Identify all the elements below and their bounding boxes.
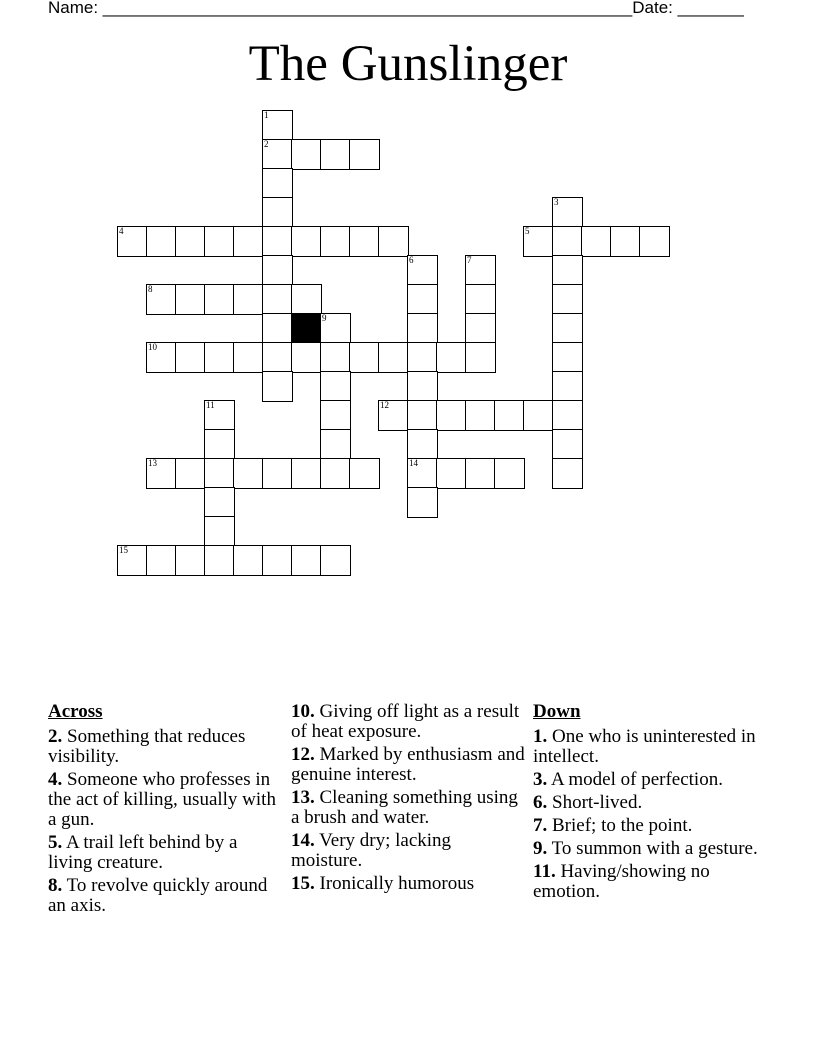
grid-cell[interactable]	[262, 313, 293, 344]
clue-number: 11	[206, 400, 215, 410]
grid-cell[interactable]	[320, 371, 351, 402]
grid-cell[interactable]	[320, 429, 351, 460]
grid-cell[interactable]	[581, 226, 612, 257]
grid-cell[interactable]	[465, 342, 496, 373]
grid-cell[interactable]	[349, 226, 380, 257]
grid-cell[interactable]	[552, 255, 583, 286]
clue-item	[48, 876, 283, 916]
grid-cell[interactable]	[291, 226, 322, 257]
clue-number: 1.	[533, 726, 548, 747]
grid-cell[interactable]	[233, 342, 264, 373]
grid-cell[interactable]	[465, 284, 496, 315]
grid-cell[interactable]	[262, 226, 293, 257]
clue-item	[533, 727, 768, 767]
clue-number: 13.	[291, 787, 315, 808]
grid-cell[interactable]	[291, 545, 322, 576]
grid-cell[interactable]	[465, 255, 496, 286]
clue-number: 3	[554, 197, 559, 207]
grid-cell[interactable]	[349, 139, 380, 170]
grid-cell[interactable]	[320, 458, 351, 489]
grid-cell[interactable]	[262, 371, 293, 402]
grid-cell[interactable]	[262, 110, 293, 141]
clue-text: Marked by enthusiasm and genuine interest.	[291, 744, 525, 785]
grid-cell[interactable]	[349, 458, 380, 489]
grid-cell[interactable]	[552, 197, 583, 228]
grid-cell[interactable]	[262, 255, 293, 286]
grid-cell[interactable]	[407, 371, 438, 402]
grid-cell[interactable]	[204, 284, 235, 315]
grid-cell[interactable]	[552, 429, 583, 460]
clue-number: 5	[525, 226, 530, 236]
clue-number: 7.	[533, 815, 548, 836]
grid-cell[interactable]	[291, 139, 322, 170]
grid-cell[interactable]	[262, 342, 293, 373]
grid-cell[interactable]	[204, 545, 235, 576]
name-field[interactable]: Name: ________________________________________________________	[48, 0, 633, 17]
clue-number: 8.	[48, 875, 63, 896]
grid-cell[interactable]	[117, 545, 148, 576]
clue-number: 14.	[291, 830, 315, 851]
clue-number: 10	[148, 342, 157, 352]
clue-number: 11.	[533, 861, 556, 882]
grid-cell[interactable]	[320, 226, 351, 257]
grid-cell[interactable]	[146, 226, 177, 257]
clue-item	[291, 831, 526, 871]
grid-cell[interactable]	[523, 400, 554, 431]
grid-cell[interactable]	[320, 342, 351, 373]
grid-cell[interactable]	[262, 284, 293, 315]
grid-cell[interactable]	[465, 313, 496, 344]
grid-cell[interactable]	[407, 400, 438, 431]
grid-cell[interactable]	[204, 487, 235, 518]
grid-cell[interactable]	[291, 458, 322, 489]
grid-cell[interactable]	[320, 313, 351, 344]
grid-cell[interactable]	[146, 342, 177, 373]
grid-cell[interactable]	[204, 516, 235, 547]
down-heading: Down	[533, 701, 581, 722]
clue-text: A trail left behind by a living creature.	[48, 832, 238, 873]
clue-number: 12.	[291, 744, 315, 765]
grid-cell[interactable]	[175, 226, 206, 257]
clue-text: To revolve quickly around an axis.	[48, 875, 268, 916]
grid-cell[interactable]	[175, 458, 206, 489]
grid-cell[interactable]	[407, 342, 438, 373]
clue-number: 12	[380, 400, 389, 410]
grid-cell[interactable]	[378, 226, 409, 257]
grid-cell[interactable]	[465, 458, 496, 489]
grid-block	[291, 313, 322, 344]
grid-cell[interactable]	[494, 458, 525, 489]
puzzle-title: The Gunslinger	[248, 36, 568, 92]
clue-text: Someone who professes in the act of killing, usually with a gun.	[48, 769, 276, 830]
grid-cell[interactable]	[639, 226, 670, 257]
clue-number: 4.	[48, 769, 63, 790]
grid-cell[interactable]	[378, 342, 409, 373]
clue-text: Very dry; lacking moisture.	[291, 830, 452, 871]
clue-number: 4	[119, 226, 124, 236]
clue-column-2	[291, 702, 526, 897]
grid-cell[interactable]	[262, 458, 293, 489]
grid-cell[interactable]	[146, 458, 177, 489]
clue-item	[48, 833, 283, 873]
grid-cell[interactable]	[407, 487, 438, 518]
clue-text: Giving off light as a result of heat exposure.	[291, 701, 520, 742]
clue-number: 6	[409, 255, 414, 265]
clue-number: 14	[409, 458, 418, 468]
grid-cell[interactable]	[610, 226, 641, 257]
clue-text: Short-lived.	[547, 792, 643, 813]
grid-cell[interactable]	[175, 284, 206, 315]
clue-item	[291, 874, 526, 894]
grid-cell[interactable]	[407, 429, 438, 460]
grid-cell[interactable]	[407, 255, 438, 286]
clue-number: 9	[322, 313, 327, 323]
grid-cell[interactable]	[320, 545, 351, 576]
grid-cell[interactable]	[494, 400, 525, 431]
grid-cell[interactable]	[349, 342, 380, 373]
clue-number: 13	[148, 458, 157, 468]
across-heading: Across	[48, 701, 103, 722]
grid-cell[interactable]	[407, 458, 438, 489]
clue-text: A model of perfection.	[547, 769, 723, 790]
grid-cell[interactable]	[204, 429, 235, 460]
grid-cell[interactable]	[436, 342, 467, 373]
clue-number: 7	[467, 255, 472, 265]
grid-cell[interactable]	[291, 284, 322, 315]
grid-cell[interactable]	[117, 226, 148, 257]
grid-cell[interactable]	[552, 313, 583, 344]
grid-cell[interactable]	[407, 284, 438, 315]
clue-text: Cleaning something using a brush and water.	[291, 787, 518, 828]
grid-cell[interactable]	[262, 168, 293, 199]
clue-item	[291, 745, 526, 785]
grid-cell[interactable]	[320, 400, 351, 431]
date-field[interactable]: Date: _______	[632, 0, 744, 17]
clue-item	[291, 702, 526, 742]
grid-cell[interactable]	[552, 284, 583, 315]
clue-column-1	[48, 702, 283, 919]
clue-number: 2	[264, 139, 269, 149]
clue-item	[291, 788, 526, 828]
clue-number: 5.	[48, 832, 63, 853]
clue-text: Something that reduces visibility.	[48, 726, 246, 767]
clue-text: Having/showing no emotion.	[533, 861, 710, 902]
grid-cell[interactable]	[204, 226, 235, 257]
grid-cell[interactable]	[262, 545, 293, 576]
clue-item	[533, 839, 768, 859]
clue-number: 10.	[291, 701, 315, 722]
clue-text: To summon with a gesture.	[547, 838, 758, 859]
clue-item	[533, 862, 768, 902]
grid-cell[interactable]	[204, 458, 235, 489]
clue-number: 1	[264, 110, 269, 120]
grid-cell[interactable]	[175, 342, 206, 373]
clue-item	[533, 793, 768, 813]
grid-cell[interactable]	[552, 226, 583, 257]
grid-cell[interactable]	[552, 400, 583, 431]
grid-cell[interactable]	[262, 197, 293, 228]
clue-text: Brief; to the point.	[547, 815, 693, 836]
clue-number: 2.	[48, 726, 63, 747]
grid-cell[interactable]	[146, 284, 177, 315]
grid-cell[interactable]	[291, 342, 322, 373]
clue-text: One who is uninterested in intellect.	[533, 726, 756, 767]
grid-cell[interactable]	[204, 400, 235, 431]
grid-cell[interactable]	[233, 545, 264, 576]
grid-cell[interactable]	[233, 226, 264, 257]
grid-cell[interactable]	[320, 139, 351, 170]
grid-cell[interactable]	[552, 458, 583, 489]
grid-cell[interactable]	[262, 139, 293, 170]
grid-cell[interactable]	[378, 400, 409, 431]
grid-cell[interactable]	[407, 313, 438, 344]
clue-number: 3.	[533, 769, 548, 790]
grid-cell[interactable]	[146, 545, 177, 576]
clue-number: 8	[148, 284, 153, 294]
clue-item	[533, 770, 768, 790]
grid-cell[interactable]	[436, 458, 467, 489]
clue-number: 6.	[533, 792, 548, 813]
clue-number: 15	[119, 545, 128, 555]
clue-text: Ironically humorous	[314, 873, 475, 894]
grid-cell[interactable]	[233, 458, 264, 489]
grid-cell[interactable]	[204, 342, 235, 373]
grid-cell[interactable]	[552, 342, 583, 373]
grid-cell[interactable]	[465, 400, 496, 431]
clue-number: 9.	[533, 838, 548, 859]
grid-cell[interactable]	[436, 400, 467, 431]
clue-item	[48, 770, 283, 830]
clue-item	[48, 727, 283, 767]
clue-number: 15.	[291, 873, 315, 894]
grid-cell[interactable]	[523, 226, 554, 257]
grid-cell[interactable]	[175, 545, 206, 576]
grid-cell[interactable]	[552, 371, 583, 402]
grid-cell[interactable]	[233, 284, 264, 315]
clue-column-3	[533, 702, 768, 905]
clue-item	[533, 816, 768, 836]
